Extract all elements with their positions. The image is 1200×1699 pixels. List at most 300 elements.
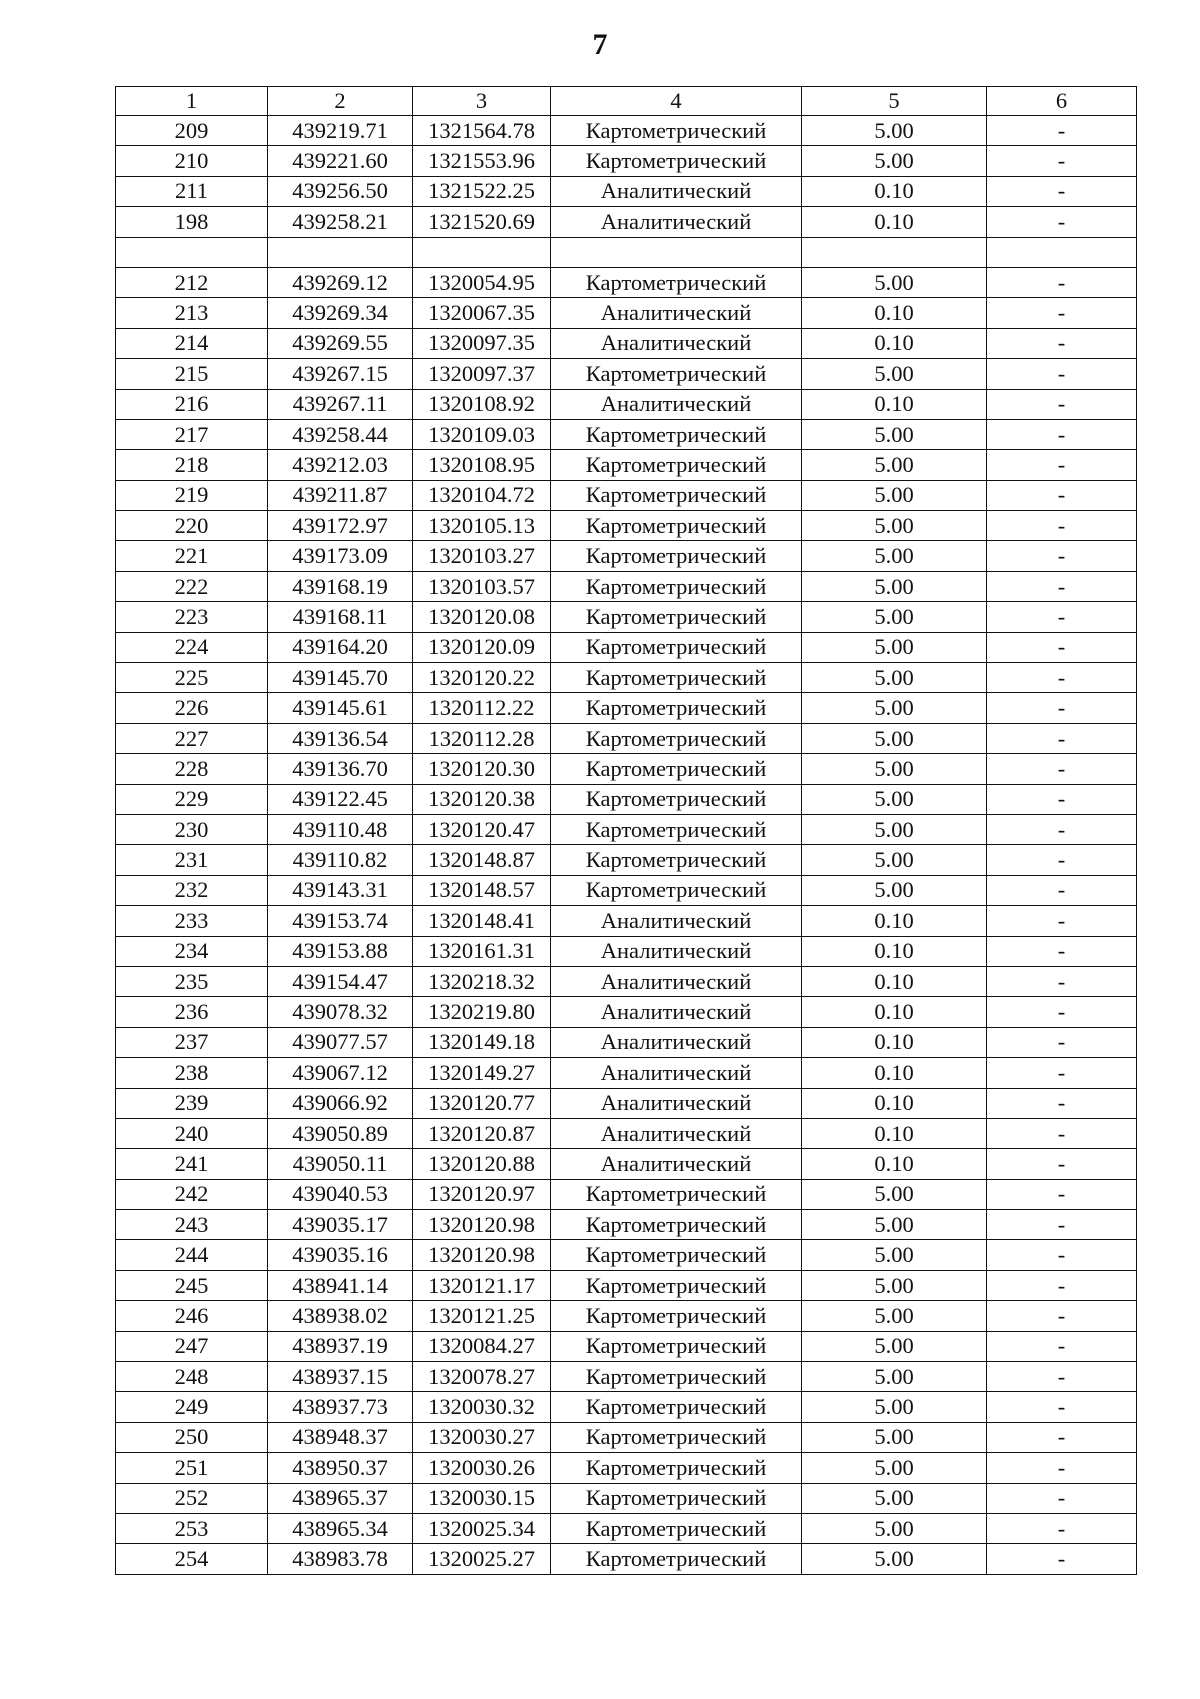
table-row (116, 176, 1137, 206)
note-cell: - (987, 1118, 1137, 1148)
x-coordinate-cell: 439267.15 (268, 359, 413, 389)
point-number-cell: 251 (116, 1453, 268, 1483)
table-row (116, 1362, 1137, 1392)
point-number-cell: 245 (116, 1270, 268, 1300)
accuracy-cell: 5.00 (802, 541, 987, 571)
y-coordinate-cell: 1320108.95 (413, 450, 551, 480)
x-coordinate-cell: 438948.37 (268, 1422, 413, 1452)
y-coordinate-cell: 1320218.32 (413, 966, 551, 996)
page-number: 7 (592, 28, 608, 61)
y-coordinate-cell: 1320112.22 (413, 693, 551, 723)
y-coordinate-cell: 1320120.30 (413, 754, 551, 784)
y-coordinate-cell: 1321564.78 (413, 116, 551, 146)
y-coordinate-cell: 1320067.35 (413, 298, 551, 328)
y-coordinate-cell: 1320108.92 (413, 389, 551, 419)
note-cell: - (987, 936, 1137, 966)
note-cell: - (987, 1149, 1137, 1179)
y-coordinate-cell: 1321522.25 (413, 176, 551, 206)
point-number-cell: 242 (116, 1179, 268, 1209)
method-cell: Картометрический (551, 267, 802, 297)
table-row (116, 723, 1137, 753)
x-coordinate-cell: 439173.09 (268, 541, 413, 571)
method-cell: Картометрический (551, 1544, 802, 1574)
x-coordinate-cell: 439269.12 (268, 267, 413, 297)
method-cell (551, 237, 802, 267)
y-coordinate-cell: 1320120.09 (413, 632, 551, 662)
note-cell: - (987, 1088, 1137, 1118)
accuracy-cell (802, 237, 987, 267)
x-coordinate-cell: 439154.47 (268, 966, 413, 996)
table-row (116, 936, 1137, 966)
y-coordinate-cell: 1320025.27 (413, 1544, 551, 1574)
method-cell: Аналитический (551, 1027, 802, 1057)
note-cell: - (987, 1513, 1137, 1543)
y-coordinate-cell: 1320097.35 (413, 328, 551, 358)
method-cell: Картометрический (551, 1270, 802, 1300)
y-coordinate-cell: 1320112.28 (413, 723, 551, 753)
table-row (116, 1392, 1137, 1422)
x-coordinate-cell: 439066.92 (268, 1088, 413, 1118)
x-coordinate-cell: 439219.71 (268, 116, 413, 146)
x-coordinate-cell: 439221.60 (268, 146, 413, 176)
x-coordinate-cell: 439269.34 (268, 298, 413, 328)
point-number-cell: 215 (116, 359, 268, 389)
table-row (116, 359, 1137, 389)
method-cell: Картометрический (551, 754, 802, 784)
point-number-cell: 210 (116, 146, 268, 176)
point-number-cell: 209 (116, 116, 268, 146)
method-cell: Аналитический (551, 298, 802, 328)
y-coordinate-cell: 1320120.08 (413, 602, 551, 632)
accuracy-cell: 5.00 (802, 571, 987, 601)
x-coordinate-cell: 438937.73 (268, 1392, 413, 1422)
method-cell: Аналитический (551, 906, 802, 936)
point-number-cell: 241 (116, 1149, 268, 1179)
note-cell: - (987, 207, 1137, 237)
accuracy-cell: 0.10 (802, 389, 987, 419)
point-number-cell: 239 (116, 1088, 268, 1118)
note-cell (987, 237, 1137, 267)
note-cell: - (987, 419, 1137, 449)
y-coordinate-cell: 1320149.27 (413, 1058, 551, 1088)
accuracy-cell: 5.00 (802, 146, 987, 176)
y-coordinate-cell: 1320104.72 (413, 480, 551, 510)
method-cell: Картометрический (551, 875, 802, 905)
accuracy-cell: 0.10 (802, 1027, 987, 1057)
note-cell: - (987, 1544, 1137, 1574)
method-cell: Аналитический (551, 207, 802, 237)
y-coordinate-cell: 1320148.87 (413, 845, 551, 875)
point-number-cell: 237 (116, 1027, 268, 1057)
x-coordinate-cell: 439122.45 (268, 784, 413, 814)
x-coordinate-cell: 439164.20 (268, 632, 413, 662)
point-number-cell: 228 (116, 754, 268, 784)
y-coordinate-cell: 1321520.69 (413, 207, 551, 237)
x-coordinate-cell: 438950.37 (268, 1453, 413, 1483)
method-cell: Картометрический (551, 1179, 802, 1209)
y-coordinate-cell: 1320025.34 (413, 1513, 551, 1543)
x-coordinate-cell: 438938.02 (268, 1301, 413, 1331)
y-coordinate-cell: 1320030.26 (413, 1453, 551, 1483)
table-row (116, 541, 1137, 571)
point-number-cell: 254 (116, 1544, 268, 1574)
method-cell: Аналитический (551, 966, 802, 996)
y-coordinate-cell: 1320149.18 (413, 1027, 551, 1057)
x-coordinate-cell: 438965.37 (268, 1483, 413, 1513)
note-cell: - (987, 632, 1137, 662)
column-header-1: 1 (116, 87, 268, 116)
table-row (116, 1453, 1137, 1483)
point-number-cell: 216 (116, 389, 268, 419)
method-cell: Картометрический (551, 359, 802, 389)
method-cell: Аналитический (551, 1058, 802, 1088)
accuracy-cell: 5.00 (802, 359, 987, 389)
x-coordinate-cell: 439211.87 (268, 480, 413, 510)
table-row (116, 389, 1137, 419)
method-cell: Картометрический (551, 784, 802, 814)
note-cell: - (987, 1453, 1137, 1483)
method-cell: Картометрический (551, 602, 802, 632)
x-coordinate-cell: 439168.11 (268, 602, 413, 632)
method-cell: Аналитический (551, 936, 802, 966)
table-row (116, 1422, 1137, 1452)
y-coordinate-cell: 1320148.41 (413, 906, 551, 936)
note-cell: - (987, 480, 1137, 510)
accuracy-cell: 5.00 (802, 1362, 987, 1392)
table-row (116, 1270, 1137, 1300)
point-number-cell: 240 (116, 1118, 268, 1148)
x-coordinate-cell: 439110.82 (268, 845, 413, 875)
y-coordinate-cell: 1320097.37 (413, 359, 551, 389)
x-coordinate-cell: 439258.44 (268, 419, 413, 449)
table-row (116, 602, 1137, 632)
accuracy-cell: 5.00 (802, 814, 987, 844)
x-coordinate-cell: 439172.97 (268, 511, 413, 541)
note-cell: - (987, 1027, 1137, 1057)
y-coordinate-cell: 1320030.27 (413, 1422, 551, 1452)
method-cell: Аналитический (551, 1118, 802, 1148)
point-number-cell: 247 (116, 1331, 268, 1361)
point-number-cell: 235 (116, 966, 268, 996)
x-coordinate-cell (268, 237, 413, 267)
note-cell: - (987, 450, 1137, 480)
accuracy-cell: 5.00 (802, 1513, 987, 1543)
method-cell: Картометрический (551, 1513, 802, 1543)
column-header-2: 2 (268, 87, 413, 116)
y-coordinate-cell: 1320120.38 (413, 784, 551, 814)
note-cell: - (987, 693, 1137, 723)
y-coordinate-cell: 1320120.87 (413, 1118, 551, 1148)
table-row (116, 237, 1137, 267)
point-number-cell: 198 (116, 207, 268, 237)
table-row (116, 966, 1137, 996)
accuracy-cell: 5.00 (802, 511, 987, 541)
column-header-6: 6 (987, 87, 1137, 116)
table-row (116, 328, 1137, 358)
note-cell: - (987, 541, 1137, 571)
method-cell: Картометрический (551, 723, 802, 753)
note-cell: - (987, 1362, 1137, 1392)
note-cell: - (987, 814, 1137, 844)
table-header-row (116, 87, 1137, 116)
method-cell: Картометрический (551, 1240, 802, 1270)
point-number-cell: 226 (116, 693, 268, 723)
point-number-cell: 236 (116, 997, 268, 1027)
method-cell: Картометрический (551, 1483, 802, 1513)
y-coordinate-cell: 1320161.31 (413, 936, 551, 966)
accuracy-cell: 0.10 (802, 936, 987, 966)
accuracy-cell: 5.00 (802, 450, 987, 480)
y-coordinate-cell: 1320120.98 (413, 1240, 551, 1270)
method-cell: Картометрический (551, 1422, 802, 1452)
x-coordinate-cell: 439077.57 (268, 1027, 413, 1057)
note-cell: - (987, 602, 1137, 632)
x-coordinate-cell: 439212.03 (268, 450, 413, 480)
table-row (116, 480, 1137, 510)
method-cell: Аналитический (551, 328, 802, 358)
y-coordinate-cell: 1320120.22 (413, 663, 551, 693)
x-coordinate-cell: 439267.11 (268, 389, 413, 419)
table-row (116, 1179, 1137, 1209)
point-number-cell: 220 (116, 511, 268, 541)
table-row (116, 511, 1137, 541)
method-cell: Картометрический (551, 1210, 802, 1240)
method-cell: Картометрический (551, 1331, 802, 1361)
table-row (116, 1544, 1137, 1574)
accuracy-cell: 5.00 (802, 754, 987, 784)
method-cell: Картометрический (551, 541, 802, 571)
column-header-4: 4 (551, 87, 802, 116)
x-coordinate-cell: 439050.11 (268, 1149, 413, 1179)
note-cell: - (987, 966, 1137, 996)
note-cell: - (987, 511, 1137, 541)
y-coordinate-cell: 1320120.98 (413, 1210, 551, 1240)
point-number-cell: 233 (116, 906, 268, 936)
accuracy-cell: 0.10 (802, 207, 987, 237)
table-row (116, 814, 1137, 844)
y-coordinate-cell: 1320121.25 (413, 1301, 551, 1331)
note-cell: - (987, 754, 1137, 784)
x-coordinate-cell: 439256.50 (268, 176, 413, 206)
method-cell: Картометрический (551, 1362, 802, 1392)
table-row (116, 207, 1137, 237)
method-cell: Аналитический (551, 997, 802, 1027)
y-coordinate-cell: 1320148.57 (413, 875, 551, 905)
x-coordinate-cell: 439153.74 (268, 906, 413, 936)
y-coordinate-cell: 1320078.27 (413, 1362, 551, 1392)
accuracy-cell: 5.00 (802, 663, 987, 693)
y-coordinate-cell: 1320120.77 (413, 1088, 551, 1118)
accuracy-cell: 5.00 (802, 1210, 987, 1240)
table-row (116, 450, 1137, 480)
table-row (116, 1240, 1137, 1270)
point-number-cell: 222 (116, 571, 268, 601)
table-row (116, 632, 1137, 662)
method-cell: Аналитический (551, 1149, 802, 1179)
point-number-cell: 219 (116, 480, 268, 510)
accuracy-cell: 5.00 (802, 1240, 987, 1270)
accuracy-cell: 5.00 (802, 1422, 987, 1452)
y-coordinate-cell: 1320120.97 (413, 1179, 551, 1209)
column-header-3: 3 (413, 87, 551, 116)
point-number-cell: 212 (116, 267, 268, 297)
accuracy-cell: 5.00 (802, 1392, 987, 1422)
accuracy-cell: 0.10 (802, 298, 987, 328)
point-number-cell: 218 (116, 450, 268, 480)
method-cell: Картометрический (551, 663, 802, 693)
point-number-cell: 230 (116, 814, 268, 844)
x-coordinate-cell: 439143.31 (268, 875, 413, 905)
table-row (116, 1513, 1137, 1543)
table-row (116, 784, 1137, 814)
table-row (116, 1027, 1137, 1057)
point-number-cell: 224 (116, 632, 268, 662)
table-row (116, 1483, 1137, 1513)
accuracy-cell: 0.10 (802, 1058, 987, 1088)
note-cell: - (987, 116, 1137, 146)
accuracy-cell: 5.00 (802, 480, 987, 510)
note-cell: - (987, 845, 1137, 875)
point-number-cell: 211 (116, 176, 268, 206)
accuracy-cell: 5.00 (802, 1331, 987, 1361)
accuracy-cell: 0.10 (802, 176, 987, 206)
table-row (116, 571, 1137, 601)
accuracy-cell: 5.00 (802, 784, 987, 814)
point-number-cell: 231 (116, 845, 268, 875)
note-cell: - (987, 359, 1137, 389)
y-coordinate-cell: 1320030.32 (413, 1392, 551, 1422)
accuracy-cell: 0.10 (802, 1118, 987, 1148)
point-number-cell: 250 (116, 1422, 268, 1452)
coordinates-table (115, 86, 1137, 1575)
method-cell: Картометрический (551, 814, 802, 844)
accuracy-cell: 5.00 (802, 845, 987, 875)
table-row (116, 419, 1137, 449)
accuracy-cell: 0.10 (802, 1088, 987, 1118)
note-cell: - (987, 906, 1137, 936)
table-row (116, 1118, 1137, 1148)
point-number-cell: 217 (116, 419, 268, 449)
note-cell: - (987, 723, 1137, 753)
point-number-cell: 213 (116, 298, 268, 328)
point-number-cell: 234 (116, 936, 268, 966)
y-coordinate-cell: 1320084.27 (413, 1331, 551, 1361)
x-coordinate-cell: 439050.89 (268, 1118, 413, 1148)
x-coordinate-cell: 439110.48 (268, 814, 413, 844)
accuracy-cell: 0.10 (802, 906, 987, 936)
point-number-cell: 253 (116, 1513, 268, 1543)
y-coordinate-cell: 1320121.17 (413, 1270, 551, 1300)
note-cell: - (987, 267, 1137, 297)
method-cell: Аналитический (551, 1088, 802, 1118)
note-cell: - (987, 146, 1137, 176)
note-cell: - (987, 997, 1137, 1027)
note-cell: - (987, 176, 1137, 206)
table-row (116, 267, 1137, 297)
method-cell: Аналитический (551, 176, 802, 206)
y-coordinate-cell: 1320109.03 (413, 419, 551, 449)
note-cell: - (987, 1422, 1137, 1452)
note-cell: - (987, 663, 1137, 693)
x-coordinate-cell: 439168.19 (268, 571, 413, 601)
table-row (116, 906, 1137, 936)
note-cell: - (987, 875, 1137, 905)
x-coordinate-cell: 439035.17 (268, 1210, 413, 1240)
point-number-cell (116, 237, 268, 267)
method-cell: Картометрический (551, 1301, 802, 1331)
column-header-5: 5 (802, 87, 987, 116)
x-coordinate-cell: 439136.70 (268, 754, 413, 784)
accuracy-cell: 5.00 (802, 1544, 987, 1574)
note-cell: - (987, 1301, 1137, 1331)
accuracy-cell: 0.10 (802, 997, 987, 1027)
table-row (116, 754, 1137, 784)
method-cell: Картометрический (551, 116, 802, 146)
x-coordinate-cell: 439153.88 (268, 936, 413, 966)
coordinates-table-body (116, 87, 1137, 1575)
point-number-cell: 246 (116, 1301, 268, 1331)
accuracy-cell: 5.00 (802, 1301, 987, 1331)
accuracy-cell: 5.00 (802, 116, 987, 146)
point-number-cell: 221 (116, 541, 268, 571)
x-coordinate-cell: 439040.53 (268, 1179, 413, 1209)
method-cell: Картометрический (551, 693, 802, 723)
table-row (116, 116, 1137, 146)
note-cell: - (987, 1331, 1137, 1361)
y-coordinate-cell: 1320054.95 (413, 267, 551, 297)
point-number-cell: 248 (116, 1362, 268, 1392)
note-cell: - (987, 1270, 1137, 1300)
accuracy-cell: 5.00 (802, 1270, 987, 1300)
note-cell: - (987, 1210, 1137, 1240)
table-row (116, 298, 1137, 328)
accuracy-cell: 0.10 (802, 966, 987, 996)
method-cell: Картометрический (551, 419, 802, 449)
accuracy-cell: 5.00 (802, 1483, 987, 1513)
table-row (116, 875, 1137, 905)
point-number-cell: 214 (116, 328, 268, 358)
x-coordinate-cell: 439258.21 (268, 207, 413, 237)
x-coordinate-cell: 439145.61 (268, 693, 413, 723)
y-coordinate-cell: 1320105.13 (413, 511, 551, 541)
accuracy-cell: 5.00 (802, 419, 987, 449)
y-coordinate-cell (413, 237, 551, 267)
x-coordinate-cell: 438965.34 (268, 1513, 413, 1543)
method-cell: Картометрический (551, 571, 802, 601)
y-coordinate-cell: 1321553.96 (413, 146, 551, 176)
point-number-cell: 227 (116, 723, 268, 753)
table-row (116, 1088, 1137, 1118)
accuracy-cell: 5.00 (802, 1179, 987, 1209)
point-number-cell: 229 (116, 784, 268, 814)
x-coordinate-cell: 438937.15 (268, 1362, 413, 1392)
x-coordinate-cell: 439145.70 (268, 663, 413, 693)
point-number-cell: 244 (116, 1240, 268, 1270)
y-coordinate-cell: 1320120.47 (413, 814, 551, 844)
table-row (116, 997, 1137, 1027)
accuracy-cell: 0.10 (802, 328, 987, 358)
method-cell: Картометрический (551, 511, 802, 541)
accuracy-cell: 5.00 (802, 267, 987, 297)
x-coordinate-cell: 439067.12 (268, 1058, 413, 1088)
accuracy-cell: 5.00 (802, 602, 987, 632)
y-coordinate-cell: 1320103.57 (413, 571, 551, 601)
y-coordinate-cell: 1320219.80 (413, 997, 551, 1027)
table-row (116, 1210, 1137, 1240)
x-coordinate-cell: 438937.19 (268, 1331, 413, 1361)
table-row (116, 845, 1137, 875)
method-cell: Картометрический (551, 632, 802, 662)
